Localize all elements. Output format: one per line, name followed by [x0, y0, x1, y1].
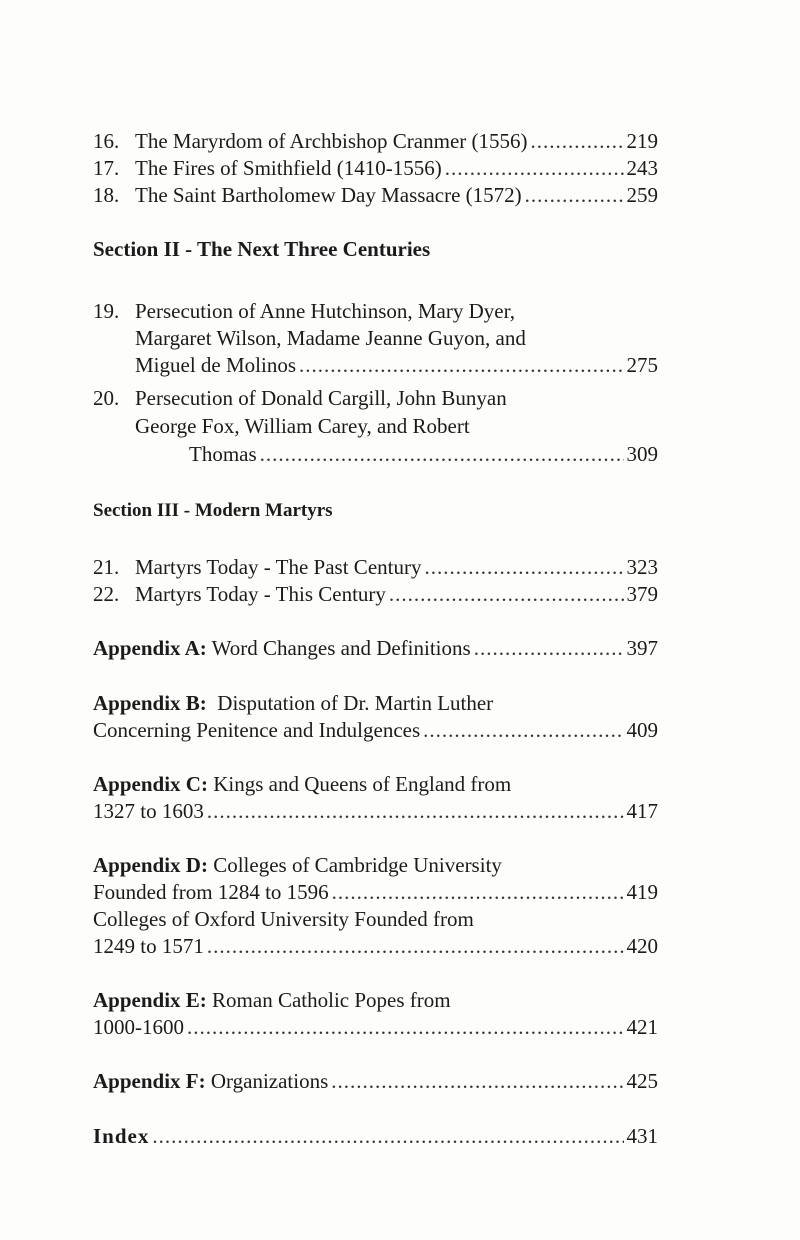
appendix-label: Appendix B: — [93, 691, 207, 715]
appendix-title-line2: Concerning Penitence and Indulgences — [93, 718, 421, 742]
page-number: 421 — [626, 1015, 658, 1039]
leader-dots — [260, 441, 624, 468]
leader-dots — [207, 933, 624, 960]
toc-entry-19-line1[interactable] — [93, 298, 658, 325]
appendix-label: Appendix E: — [93, 988, 207, 1012]
entry-number: 18. — [93, 183, 120, 207]
entry-title: Martyrs Today - The Past Century — [135, 555, 422, 579]
page-number: 425 — [626, 1069, 658, 1093]
toc-entry-17[interactable] — [93, 155, 658, 182]
page-number: 419 — [626, 880, 658, 904]
toc-entry-19-line3[interactable] — [93, 352, 658, 379]
page-number: 259 — [626, 183, 658, 207]
toc-entry-22[interactable] — [93, 581, 658, 608]
toc-appendix-d-line1[interactable] — [93, 852, 658, 879]
appendix-title-line1: Roman Catholic Popes from — [212, 988, 451, 1012]
toc-entry-21[interactable] — [93, 554, 658, 581]
appendix-title-line1: Kings and Queens of England from — [213, 772, 512, 796]
toc-appendix-d-line2[interactable] — [93, 879, 658, 906]
toc-appendix-c-line2[interactable] — [93, 798, 658, 825]
page-number: 243 — [626, 156, 658, 180]
toc-appendix-c-line1[interactable] — [93, 771, 658, 798]
toc-appendix-b-line2[interactable] — [93, 717, 658, 744]
section-heading-3[interactable]: Section III - Modern Martyrs — [93, 500, 333, 521]
leader-dots — [207, 798, 624, 825]
leader-dots — [152, 1123, 623, 1150]
entry-title-line1: Persecution of Anne Hutchinson, Mary Dyer, — [135, 299, 515, 323]
appendix-title: Organizations — [210, 1069, 329, 1093]
page-number: 275 — [626, 353, 658, 377]
toc-appendix-e-line1[interactable] — [93, 987, 658, 1014]
toc-appendix-a[interactable] — [93, 635, 658, 662]
leader-dots — [445, 155, 624, 182]
appendix-title-line2: Founded from 1284 to 1596 — [93, 880, 329, 904]
toc-index[interactable] — [93, 1123, 658, 1150]
appendix-title-line1: Colleges of Cambridge University — [213, 853, 502, 877]
leader-dots — [474, 635, 624, 662]
page-number: 409 — [626, 718, 658, 742]
appendix-label: Appendix F: — [93, 1069, 206, 1093]
page-number: 379 — [626, 582, 658, 606]
page-number: 417 — [626, 799, 658, 823]
page-number: 219 — [626, 129, 658, 153]
entry-number: 19. — [93, 299, 120, 323]
entry-number: 21. — [93, 555, 120, 579]
leader-dots — [331, 1068, 623, 1095]
appendix-label: Appendix A: — [93, 636, 207, 660]
page-number: 431 — [626, 1124, 658, 1148]
leader-dots — [423, 717, 623, 744]
entry-title: The Fires of Smithfield (1410-1556) — [135, 156, 442, 180]
page-number: 420 — [626, 934, 658, 958]
leader-dots — [531, 128, 624, 155]
entry-number: 16. — [93, 129, 120, 153]
toc-appendix-e-line2[interactable] — [93, 1014, 658, 1041]
toc-appendix-b-line1[interactable] — [93, 690, 658, 717]
entry-number: 22. — [93, 582, 120, 606]
leader-dots — [389, 581, 624, 608]
appendix-title-line2: 1000-1600 — [93, 1015, 184, 1039]
leader-dots — [525, 182, 624, 209]
toc-entry-20-line1[interactable] — [93, 385, 658, 412]
appendix-title-line4: 1249 to 1571 — [93, 934, 204, 958]
page-number: 397 — [626, 636, 658, 660]
page-number: 323 — [626, 555, 658, 579]
entry-title: Martyrs Today - This Century — [135, 582, 386, 606]
section-heading-2[interactable]: Section II - The Next Three Centuries — [93, 237, 431, 261]
toc-entry-20-line2[interactable]: George Fox, William Carey, and Robert — [135, 414, 470, 438]
leader-dots — [187, 1014, 624, 1041]
entry-title-line1: Persecution of Donald Cargill, John Bunyan — [135, 386, 507, 410]
toc-entry-19-line2[interactable]: Margaret Wilson, Madame Jeanne Guyon, and — [135, 326, 526, 350]
appendix-title-line2: 1327 to 1603 — [93, 799, 204, 823]
leader-dots — [299, 352, 624, 379]
page-number: 309 — [626, 442, 658, 466]
toc-entry-18[interactable] — [93, 182, 658, 209]
leader-dots — [332, 879, 624, 906]
index-label: Index — [93, 1124, 150, 1148]
entry-title: The Saint Bartholomew Day Massacre (1572) — [135, 183, 522, 207]
entry-number: 20. — [93, 386, 120, 410]
entry-title-line3: Miguel de Molinos — [135, 353, 296, 377]
appendix-label: Appendix C: — [93, 772, 208, 796]
toc-appendix-d-line4[interactable] — [93, 933, 658, 960]
toc-appendix-d-line3[interactable]: Colleges of Oxford University Founded from — [93, 907, 474, 931]
appendix-label: Appendix D: — [93, 853, 208, 877]
entry-title: The Maryrdom of Archbishop Cranmer (1556) — [135, 129, 528, 153]
leader-dots — [424, 554, 623, 581]
entry-number: 17. — [93, 156, 120, 180]
toc-entry-16[interactable] — [93, 128, 658, 155]
toc-entry-20-line3[interactable] — [93, 441, 658, 468]
appendix-title: Word Changes and Definitions — [211, 636, 471, 660]
appendix-title-line1: Disputation of Dr. Martin Luther — [217, 691, 494, 715]
entry-title-line3: Thomas — [189, 442, 257, 466]
toc-appendix-f[interactable] — [93, 1068, 658, 1095]
